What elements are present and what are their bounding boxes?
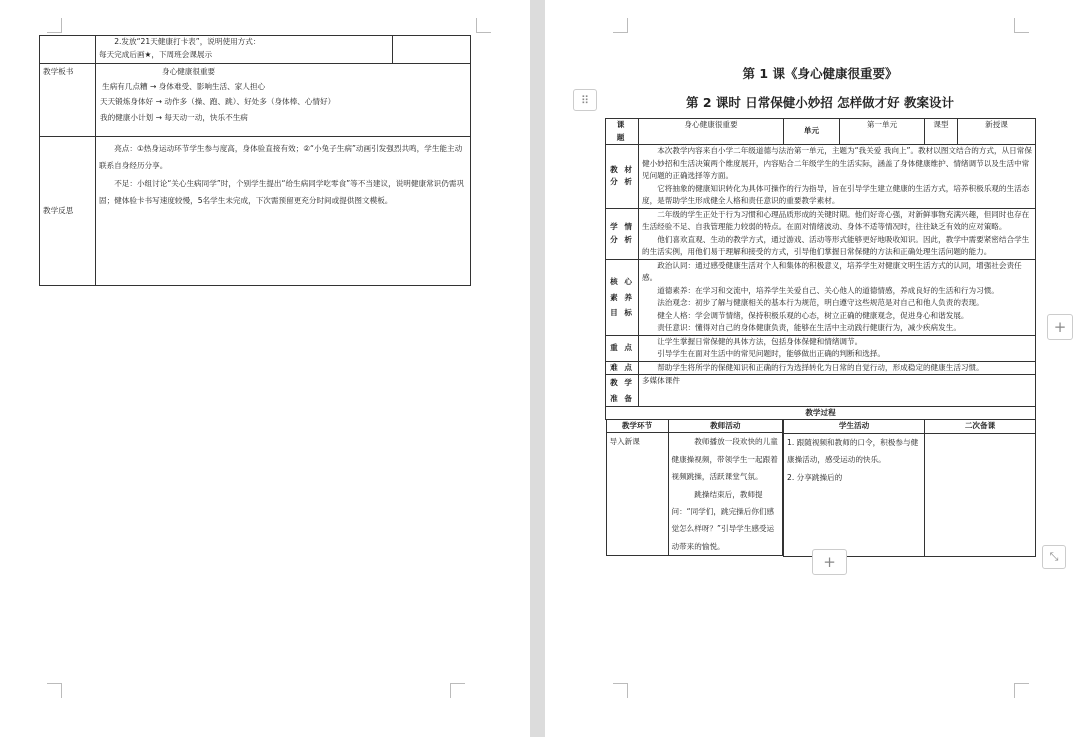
teacher-paragraph: 跳操结束后，教师提问：“同学们，跳完操后你们感觉怎么样呀？”引导学生感受运动带来的愉悦。 bbox=[671, 489, 775, 551]
unit-label: 单元 bbox=[784, 119, 840, 145]
section-paragraph: 道德素养：在学习和交流中，培养学生关爱自己、关心他人的道德情感，养成良好的生活和行为习惯。 bbox=[657, 285, 999, 295]
section-label: 核 心 素 养 目 标 bbox=[606, 259, 639, 335]
section-label: 教 材 分 析 bbox=[606, 145, 639, 209]
page-corner-mark bbox=[47, 683, 62, 698]
section-paragraph: 责任意识：懂得对自己的身体健康负责，能够在生活中主动践行健康行为，减少疾病发生。 bbox=[657, 323, 961, 333]
section-paragraph: 本次教学内容来自小学二年级道德与法治第一单元，主题为“我关爱 我向上”。教材以图文结合的方式，从日常保健小妙招和生活决策两个维度展开，内容贴合二年级学生的生活实际，涵盖了身体健康维护、情绪调节以及生活中常见问题的正确选择等方面。 bbox=[642, 146, 1032, 181]
table-row bbox=[606, 259, 1036, 335]
section-paragraph: 帮助学生将所学的保健知识和正确的行为选择转化为日常的自觉行动，形成稳定的健康生活习惯。 bbox=[657, 362, 984, 372]
homework-line-1: 2.发放“21天健康打卡表”，说明使用方式： bbox=[114, 37, 261, 46]
table-row bbox=[606, 208, 1036, 259]
table-row bbox=[606, 375, 1036, 406]
topic-label: 课 题 bbox=[606, 119, 639, 145]
board-line: 我的健康小计划 → 每天动一动，快乐不生病 bbox=[100, 113, 248, 123]
add-block-button[interactable] bbox=[1047, 314, 1073, 340]
process-header-revision: 二次备课 bbox=[925, 419, 1036, 433]
reflection-label: 教学反思 bbox=[40, 137, 96, 286]
left-lesson-table bbox=[39, 35, 471, 286]
section-paragraph: 让学生掌握日常保健的具体方法，包括身体保健和情绪调节。 bbox=[657, 336, 863, 346]
process-stage: 导入新课 bbox=[606, 433, 668, 556]
board-line: 生病有几点糟 → 身体难受、影响生活、家人担心 bbox=[102, 81, 266, 91]
section-content bbox=[639, 361, 1036, 375]
section-content bbox=[639, 375, 1036, 406]
section-paragraph: 他们喜欢直观、生动的教学方式，通过游戏、活动等形式能够更好地吸收知识。因此，教学中需要紧密结合学生的生活实例，用他们易于理解和接受的方式，引导他们掌握日常保健的方法和正确处理生活问题的能力。 bbox=[642, 234, 1030, 257]
process-header-stage: 教学环节 bbox=[606, 420, 668, 433]
drag-handle-glyph: ⠿ bbox=[580, 93, 590, 107]
board-label: 教学板书 bbox=[40, 64, 96, 137]
type-label: 课型 bbox=[925, 119, 958, 145]
reflection-highlight: 亮点：①热身运动环节学生参与度高，身体验直接有效；②“小兔子生病”动画引发强烈共鸣，学生能主动联系自身经历分享。 bbox=[99, 144, 463, 171]
teacher-paragraph: 教师播放一段欢快的儿童健康操视频，带领学生一起跟着视频跳操，活跃课堂气氛。 bbox=[671, 437, 778, 482]
section-paragraph: 健全人格：学会调节情绪，保持积极乐观的心态，树立正确的健康观念，促进身心和谐发展。 bbox=[657, 310, 969, 320]
process-header bbox=[606, 419, 784, 433]
unit-value: 第一单元 bbox=[840, 119, 925, 145]
table-row bbox=[40, 36, 471, 64]
table-row bbox=[606, 406, 1036, 419]
page-corner-mark bbox=[47, 18, 62, 33]
table-cell bbox=[40, 36, 96, 64]
homework-cell bbox=[96, 36, 301, 64]
document-title: 第 1 课《身心健康很重要》 bbox=[742, 66, 898, 81]
section-label: 难 点 bbox=[606, 361, 639, 375]
section-label: 教 学 准 备 bbox=[606, 375, 639, 406]
section-paragraph: 二年级的学生正处于行为习惯和心理品质形成的关键时期。他们好奇心强，对新鲜事物充满兴趣，但同时也存在生活经验不足、自我管理能力较弱的特点。在面对情绪波动、身体不适等情况时，往往缺乏有效的应对策略。 bbox=[642, 209, 1030, 232]
table-row bbox=[606, 361, 1036, 375]
process-title: 教学过程 bbox=[606, 406, 1036, 419]
add-icon: + bbox=[823, 553, 836, 571]
table-row bbox=[40, 137, 471, 286]
page-corner-mark bbox=[613, 683, 628, 698]
table-row bbox=[606, 119, 1036, 145]
table-cell bbox=[301, 36, 393, 64]
table-row bbox=[606, 433, 1036, 556]
page-corner-mark bbox=[1014, 18, 1029, 33]
add-icon: + bbox=[1053, 318, 1067, 336]
section-paragraph: 政治认同：通过感受健康生活对个人和集体的积极意义，培养学生对健康文明生活方式的认同，增强社会责任感。 bbox=[642, 260, 1022, 283]
table-cell bbox=[393, 36, 471, 64]
table-row bbox=[606, 335, 1036, 361]
process-row-left bbox=[606, 433, 784, 556]
section-label: 重 点 bbox=[606, 335, 639, 361]
section-content bbox=[639, 145, 1036, 209]
section-content bbox=[639, 259, 1036, 335]
process-teacher-activity bbox=[668, 433, 783, 556]
table-row bbox=[40, 64, 471, 137]
type-value: 新授课 bbox=[958, 119, 1036, 145]
reflection-content bbox=[96, 137, 471, 286]
board-title: 身心健康很重要 bbox=[162, 67, 216, 76]
page-corner-mark bbox=[613, 18, 628, 33]
topic-value: 身心健康很重要 bbox=[639, 119, 784, 145]
add-row-button[interactable] bbox=[812, 549, 847, 575]
table-row bbox=[606, 145, 1036, 209]
section-paragraph: 多媒体课件 bbox=[642, 376, 680, 386]
lesson-subtitle: 第 2 课时 日常保健小妙招 怎样做才好 教案设计 bbox=[686, 95, 954, 110]
page-corner-mark bbox=[476, 18, 491, 33]
board-content bbox=[96, 64, 471, 137]
table-row bbox=[606, 419, 1036, 433]
page-gutter bbox=[530, 0, 545, 737]
section-content bbox=[639, 335, 1036, 361]
homework-line-2: 每天完成后画★，下周班会课展示 bbox=[99, 49, 213, 59]
section-label: 学 情 分 析 bbox=[606, 208, 639, 259]
process-header-teacher: 教师活动 bbox=[668, 420, 783, 433]
lesson-plan-table bbox=[605, 118, 1036, 557]
process-student-activity: 1. 跟随视频和教师的口令，积极参与健康操活动，感受运动的快乐。 2. 分享跳操后的 bbox=[784, 433, 925, 556]
section-paragraph: 引导学生在面对生活中的常见问题时，能够做出正确的判断和选择。 bbox=[657, 349, 885, 359]
section-paragraph: 它将抽象的健康知识转化为具体可操作的行为指导，旨在引导学生建立健康的生活方式，培养积极乐观的生活态度，是帮助学生形成健全人格和责任意识的重要教学素材。 bbox=[642, 183, 1030, 206]
process-revision bbox=[925, 433, 1036, 556]
document-page-left bbox=[0, 0, 530, 737]
board-line: 天天锻炼身体好 → 动作多（操、跑、跳）、好处多（身体棒、心情好） bbox=[100, 97, 336, 107]
expand-button[interactable] bbox=[1042, 545, 1066, 569]
expand-icon: ⤡ bbox=[1049, 550, 1059, 563]
reflection-shortcoming: 不足：小组讨论“关心生病同学”时，个别学生提出“给生病同学吃零食”等不当建议，说明健康常识仍需巩固；健体验卡书写速度较慢，5名学生未完成，下次需预留更充分时间或提供图文模板。 bbox=[99, 178, 465, 206]
document-page-right bbox=[545, 0, 1080, 737]
process-header-student: 学生活动 bbox=[784, 419, 925, 433]
page-corner-mark bbox=[1014, 683, 1029, 698]
section-paragraph: 法治观念：初步了解与健康相关的基本行为规范，明白遵守这些规范是对自己和他人负责的表现。 bbox=[657, 298, 984, 308]
section-content bbox=[639, 208, 1036, 259]
page-corner-mark bbox=[450, 683, 465, 698]
drag-handle-icon[interactable] bbox=[573, 89, 597, 111]
